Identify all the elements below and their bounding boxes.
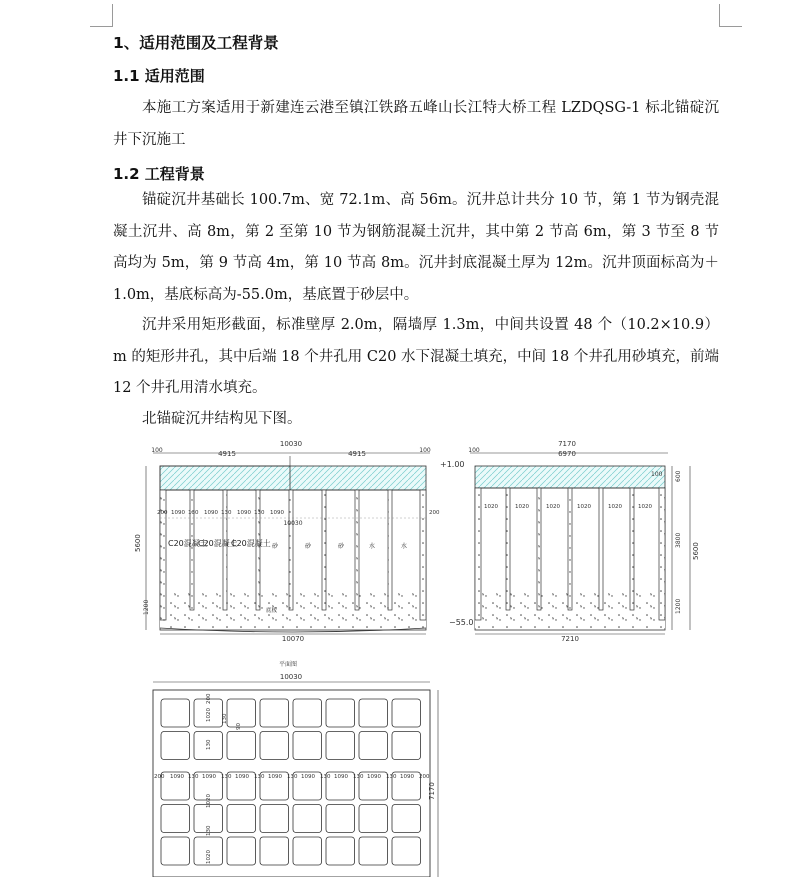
- short-height-total: 5600: [692, 542, 700, 560]
- plan-well-cell: [359, 699, 388, 727]
- cell-label-sand: 砂: [305, 543, 312, 550]
- plan-well-cell: [227, 837, 256, 865]
- short-cell-dim: 1020: [546, 504, 560, 510]
- plan-well-grid: [161, 699, 421, 865]
- plan-well-cell: [227, 699, 256, 727]
- paragraph-background-1: 锚碇沉井基础长 100.7m、宽 72.1m、高 56m。沉井总计共分 10 节，第 1 节为钢壳混凝土沉井、高 8m，第 2 至第 10 节为钢筋混凝土沉井，其中第 2 节高 6m，第 3 节至 8 节高均为 5m，第 9 节高 4m，第 10 节高 8m。沉井封底混凝土厚为 12m。沉井顶面标高为＋1.0m，基底标高为-55.0m，基底置于砂层中。: [113, 192, 719, 303]
- long-top-dim: 10030: [279, 440, 303, 448]
- long-cell-dim: 130: [188, 510, 199, 516]
- plan-col-dim: 1020: [206, 850, 212, 864]
- long-cell-dim: 130: [254, 510, 265, 516]
- plan-well-cell: [260, 837, 289, 865]
- short-inner-top: 6970: [558, 450, 576, 458]
- plan-row-dim: 1090: [170, 774, 184, 780]
- plan-well-cell: [293, 837, 322, 865]
- plan-col-dim: 130: [206, 825, 212, 836]
- long-edge-dim-right: 100: [419, 447, 431, 454]
- plan-row-dim: 130: [287, 774, 298, 780]
- cell-label-water: 水: [369, 543, 376, 550]
- plan-row-dim: 200: [154, 774, 165, 780]
- plan-col-dim: 130: [206, 739, 212, 750]
- short-cell-dim: 1020: [608, 504, 622, 510]
- plan-col-dim: 1020: [206, 708, 212, 722]
- plan-well-cell: [326, 732, 355, 760]
- long-cell-dim: 1090: [204, 510, 218, 516]
- long-bottom-dim: 10070: [281, 635, 305, 643]
- plan-row-dim: 1090: [202, 774, 216, 780]
- long-height-total: 5600: [134, 534, 142, 552]
- plan-top-dim: 10030: [279, 673, 303, 681]
- plan-view-section: [153, 660, 438, 877]
- plan-row-dim: 130: [353, 774, 364, 780]
- short-bottom-dim: 7210: [561, 635, 579, 643]
- section-heading: 1、适用范围及工程背景: [113, 34, 279, 52]
- subsection-heading-scope: 1.1 适用范围: [113, 67, 205, 85]
- long-elevation-section: [134, 440, 474, 643]
- plan-well-cell: [293, 699, 322, 727]
- plan-well-cell: [260, 805, 289, 833]
- plan-row-dim: 1090: [268, 774, 282, 780]
- long-level-top: +1.00: [440, 460, 465, 469]
- long-cell-dim: 200: [157, 510, 168, 516]
- plan-wall-label: 90: [236, 723, 242, 730]
- plan-right-dim: 7170: [428, 782, 436, 800]
- plan-well-cell: [392, 699, 421, 727]
- long-cell-dim: 200: [429, 510, 440, 516]
- plan-well-cell: [227, 732, 256, 760]
- long-height-bottom: 1200: [143, 599, 150, 615]
- plan-row-dim: 1090: [334, 774, 348, 780]
- plan-well-cell: [392, 732, 421, 760]
- cell-label-water: 水: [401, 543, 408, 550]
- plan-well-cell: [359, 837, 388, 865]
- subsection-heading-background: 1.2 工程背景: [113, 165, 205, 183]
- long-dim-left: 4915: [218, 450, 236, 458]
- long-cell-dim: 1090: [171, 510, 185, 516]
- plan-well-cell: [326, 837, 355, 865]
- base-label: 底板: [266, 608, 278, 614]
- plan-row-dim: 130: [386, 774, 397, 780]
- plan-wall-label: 130: [222, 713, 228, 724]
- plan-row-dim: 130: [221, 774, 232, 780]
- short-top-dim: 7170: [558, 440, 576, 448]
- long-level-bottom: −55.0: [449, 618, 474, 627]
- plan-well-cell: [161, 699, 190, 727]
- long-cell-dim: 1090: [270, 510, 284, 516]
- plan-row-dim: 1090: [301, 774, 315, 780]
- plan-well-cell: [392, 805, 421, 833]
- plan-well-cell: [161, 732, 190, 760]
- cell-label-sand: 砂: [272, 543, 279, 550]
- plan-well-cell: [359, 805, 388, 833]
- paragraph-scope: 本施工方案适用于新建连云港至镇江铁路五峰山长江特大桥工程 LZDQSG-1 标北锚碇沉井下沉施工: [113, 100, 719, 148]
- plan-wall-label: 200: [206, 693, 212, 704]
- plan-well-cell: [227, 805, 256, 833]
- cell-label-c20: C20混凝土: [231, 539, 271, 548]
- paragraph-background-2: 沉井采用矩形截面，标准壁厚 2.0m，隔墙厚 1.3m，中间共设置 48 个（10.2×10.9）m 的矩形井孔，其中后端 18 个井孔用 C20 水下混凝土填充，中间 18 个井孔用砂填充，前端 12 个井孔用清水填充。: [113, 317, 719, 396]
- plan-well-cell: [260, 732, 289, 760]
- short-height-top: 600: [675, 470, 682, 482]
- plan-row-dim: 1090: [400, 774, 414, 780]
- plan-row-dim: 1090: [367, 774, 381, 780]
- plan-well-cell: [359, 732, 388, 760]
- plan-well-cell: [260, 699, 289, 727]
- plan-well-cell: [161, 805, 190, 833]
- plan-well-cell: [293, 805, 322, 833]
- plan-well-cell: [326, 699, 355, 727]
- plan-row-dim: 1090: [235, 774, 249, 780]
- short-cell-dim: 1020: [484, 504, 498, 510]
- long-edge-dim: 100: [151, 447, 163, 454]
- long-dim-right: 4915: [348, 450, 366, 458]
- long-cell-dim: 1090: [237, 510, 251, 516]
- short-edge-dim-right: 100: [651, 471, 663, 478]
- cell-label-c20: C20混凝土: [168, 539, 208, 548]
- plan-well-cell: [293, 732, 322, 760]
- cell-label-c20: C20混凝土: [198, 539, 238, 548]
- plan-row-dim: 130: [320, 774, 331, 780]
- short-cell-dim: 1020: [515, 504, 529, 510]
- short-cell-dim: 1020: [577, 504, 591, 510]
- plan-well-cell: [392, 837, 421, 865]
- long-cell-dim: 130: [221, 510, 232, 516]
- short-elevation-section: [468, 440, 700, 643]
- short-edge-dim: 100: [468, 447, 480, 454]
- short-height-bottom: 1200: [675, 598, 682, 614]
- short-height-mid: 3800: [675, 532, 682, 548]
- plan-title: 平面图: [278, 661, 298, 668]
- paragraph-figure-reference: 北锚碇沉井结构见下图。: [142, 411, 302, 427]
- long-inner-dim: 10030: [283, 520, 303, 527]
- plan-well-cell: [161, 837, 190, 865]
- plan-row-dim: 200: [419, 774, 430, 780]
- plan-row-dim: 130: [254, 774, 265, 780]
- short-cell-dim: 1020: [638, 504, 652, 510]
- plan-col-dim: 1020: [206, 794, 212, 808]
- cell-label-sand: 砂: [338, 543, 345, 550]
- plan-well-cell: [326, 805, 355, 833]
- plan-row-dim: 130: [188, 774, 199, 780]
